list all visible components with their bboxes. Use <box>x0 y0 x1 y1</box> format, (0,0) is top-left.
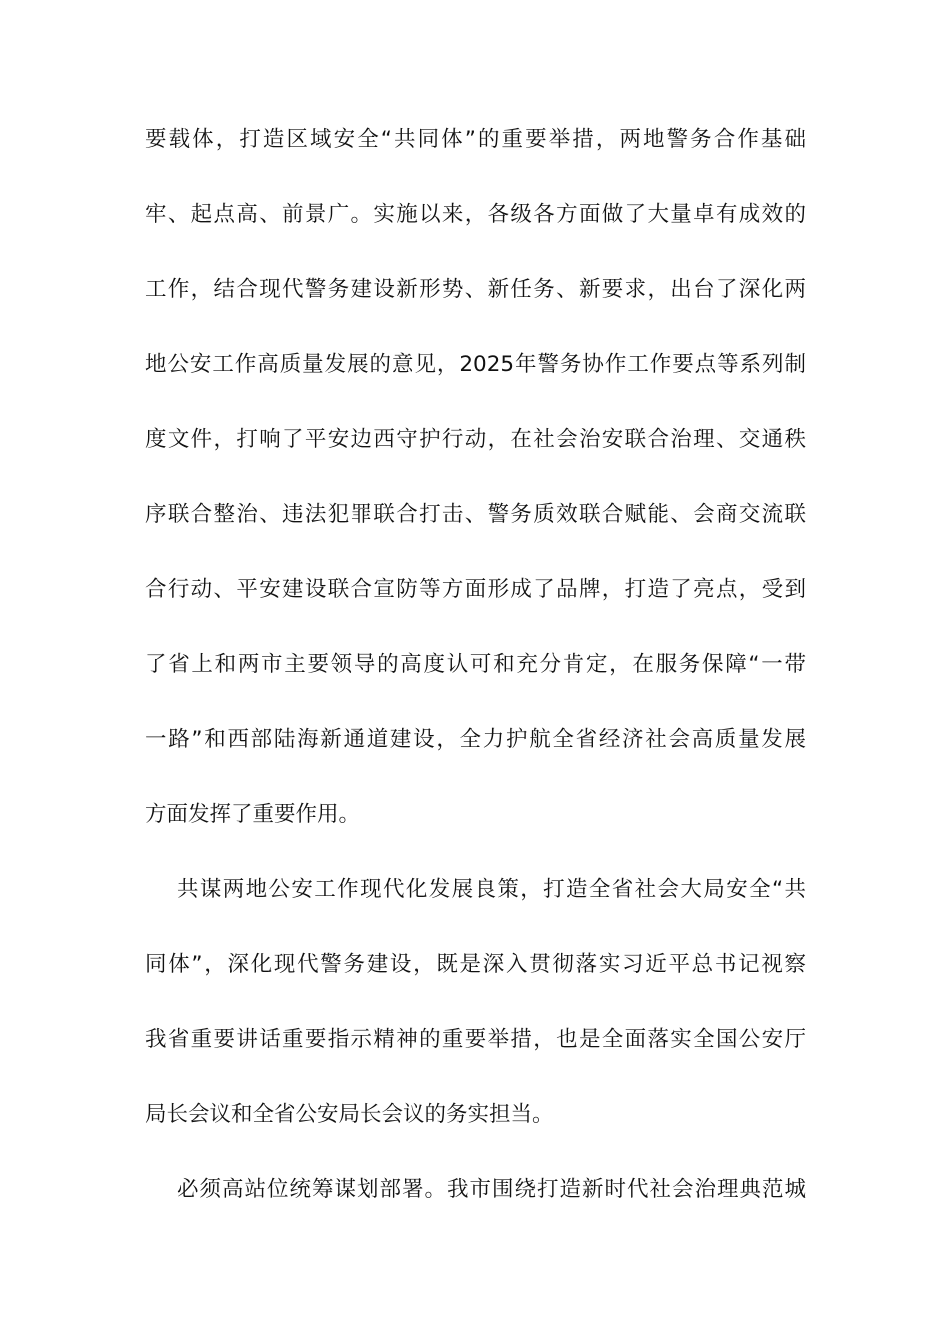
text-line: 序联合整治、违法犯罪联合打击、警务质效联合赋能、会商交流联 <box>145 502 806 527</box>
text-line: 我省重要讲话重要指示精神的重要举措，也是全面落实全国公安厅 <box>145 1027 806 1052</box>
text-line: 了省上和两市主要领导的高度认可和充分肯定，在服务保障“一带 <box>145 652 806 677</box>
text-line: 合行动、平安建设联合宣防等方面形成了品牌，打造了亮点，受到 <box>145 577 806 602</box>
text-line: 要载体，打造区域安全“共同体”的重要举措，两地警务合作基础 <box>145 127 806 152</box>
text-line: 牢、起点高、前景广。实施以来，各级各方面做了大量卓有成效的 <box>145 202 806 227</box>
text-line: 工作，结合现代警务建设新形势、新任务、新要求，出台了深化两 <box>145 277 806 302</box>
text-line: 度文件，打响了平安边西守护行动，在社会治安联合治理、交通秩 <box>145 427 806 452</box>
text-line: 必须高站位统筹谋划部署。我市围绕打造新时代社会治理典范城 <box>177 1177 806 1202</box>
text-line: 地公安工作高质量发展的意见，2025年警务协作工作要点等系列制 <box>145 352 806 377</box>
text-line: 局长会议和全省公安局长会议的务实担当。 <box>145 1102 554 1127</box>
text-line: 一路”和西部陆海新通道建设，全力护航全省经济社会高质量发展 <box>145 727 806 752</box>
text-line: 方面发挥了重要作用。 <box>145 802 361 827</box>
text-line: 同体”，深化现代警务建设，既是深入贯彻落实习近平总书记视察 <box>145 952 806 977</box>
text-line: 共谋两地公安工作现代化发展良策，打造全省社会大局安全“共 <box>177 877 806 902</box>
